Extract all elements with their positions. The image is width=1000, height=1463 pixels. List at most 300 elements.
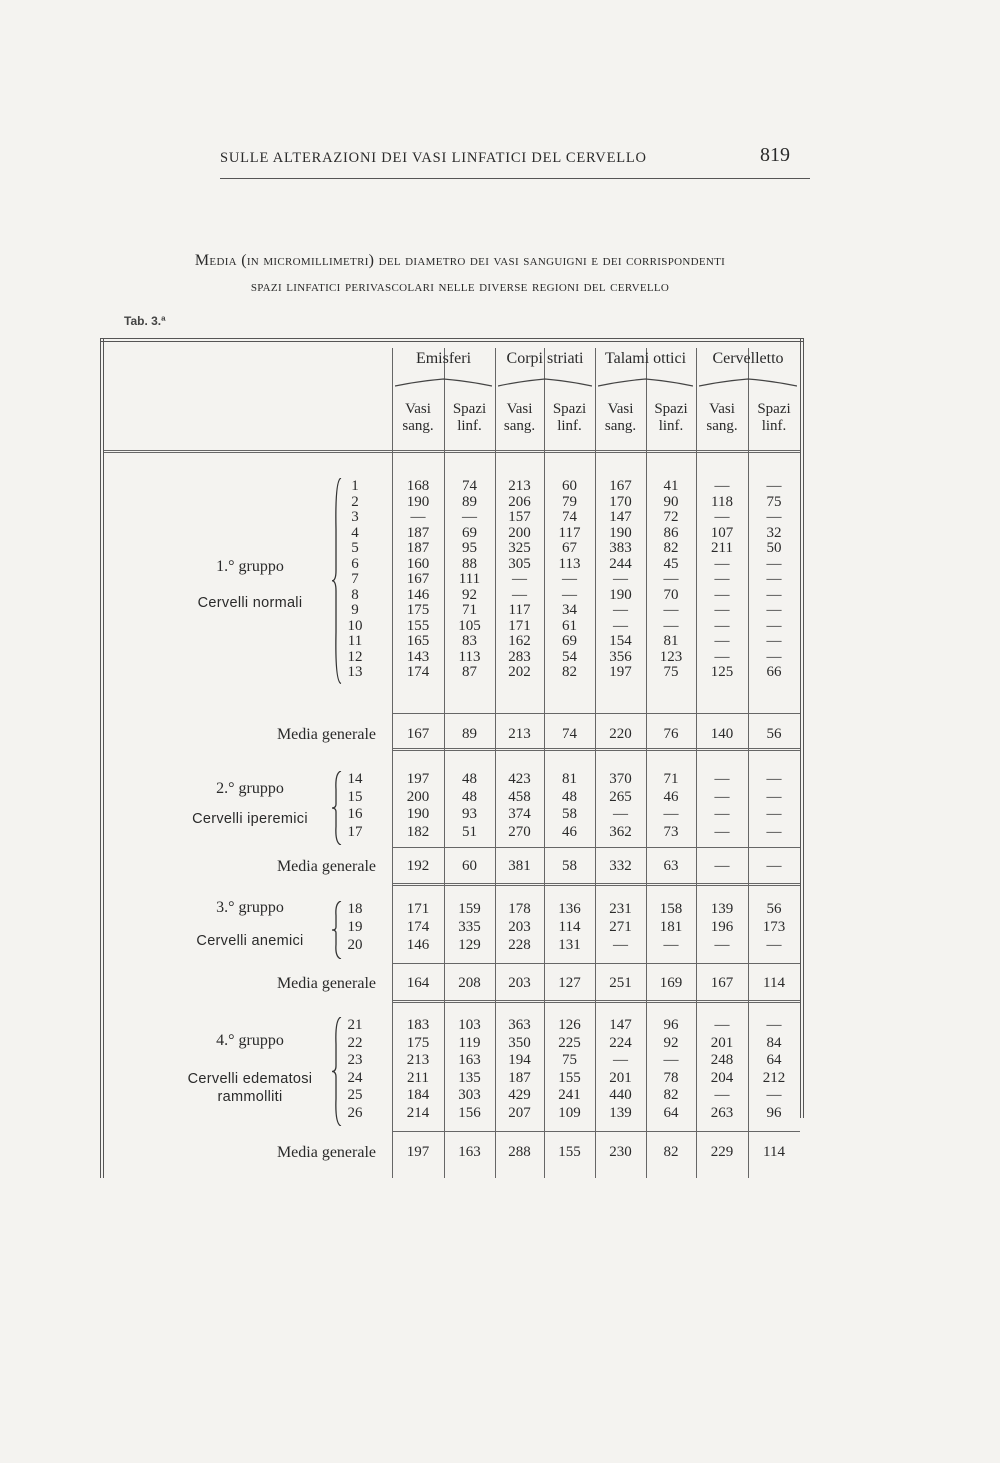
table-cell: 111 [458, 571, 481, 587]
table-cell: 69 [562, 633, 577, 649]
media-cell: 208 [458, 975, 481, 991]
media-cell: 114 [763, 975, 785, 991]
table-cell: 187 [406, 524, 430, 541]
table-cell: 429 [508, 1087, 531, 1103]
table-cell: — [562, 586, 577, 603]
table-cell: — [613, 571, 628, 587]
group-2-media-label: Media generale [276, 858, 376, 875]
media-cell: 332 [609, 858, 632, 874]
row-number: 10 [347, 617, 363, 634]
table-cell: — [663, 602, 679, 618]
table-cell: 66 [766, 664, 782, 680]
table-cell: 370 [609, 771, 632, 787]
table-cell: 165 [406, 633, 430, 649]
table-cell: 335 [458, 919, 481, 935]
table-cell: 201 [710, 1034, 734, 1051]
media-cell: 114 [763, 1144, 785, 1160]
table-cell: 200 [508, 524, 531, 541]
table-cell: 163 [458, 1052, 481, 1068]
row-number: 3 [351, 509, 359, 525]
table-cell: 48 [462, 771, 477, 787]
table-cell: 187 [406, 540, 430, 556]
table-cell: 51 [462, 823, 477, 840]
table-cell: — [663, 937, 679, 953]
table-cell: 190 [406, 806, 430, 822]
column-header-5-top: Vasi [607, 401, 634, 417]
column-header-7-bottom: sang. [706, 418, 738, 434]
table-cell: — [766, 823, 782, 840]
table-cell: — [512, 571, 527, 587]
table-cell: 113 [558, 555, 581, 572]
table-label: Tab. 3.ª [124, 314, 166, 328]
table-cell: 374 [508, 806, 531, 822]
table-cell: — [766, 602, 782, 618]
table-cell: — [663, 806, 679, 822]
table-cell: 64 [663, 1104, 679, 1121]
media-cell: 58 [562, 858, 577, 874]
table-cell: 325 [508, 540, 531, 556]
table-cell: — [714, 771, 730, 787]
table-cell: — [766, 937, 782, 953]
table-cell: 167 [406, 571, 430, 587]
table-cell: 71 [462, 602, 477, 618]
table-cell: 81 [663, 633, 679, 649]
table-cell: 170 [609, 493, 632, 510]
group-1-media-label: Media generale [276, 726, 376, 743]
row-number: 5 [351, 540, 359, 556]
table-cell: 197 [609, 664, 632, 680]
title-line-2: spazi linfatici perivascolari nelle diverse regioni del cervello [250, 278, 670, 295]
row-number: 1 [351, 478, 359, 494]
media-cell: 63 [663, 858, 679, 874]
row-number: 9 [351, 602, 359, 618]
column-header-2-top: Spazi [452, 401, 487, 417]
table-cell: 171 [406, 901, 430, 917]
table-cell: — [714, 602, 730, 618]
table-cell: 196 [710, 919, 734, 935]
table-cell: 48 [462, 788, 477, 805]
table-cell: 211 [711, 540, 733, 556]
media-cell: 163 [458, 1144, 481, 1160]
table-cell: 113 [458, 648, 481, 665]
group-2-title: 2.° gruppo [216, 780, 284, 797]
row-number: 6 [351, 555, 359, 572]
table-cell: — [714, 617, 730, 634]
row-number: 4 [351, 524, 359, 541]
table-cell: 89 [462, 493, 477, 510]
table-grid [100, 338, 804, 1178]
title-line-1: Media (in micromillimetri) del diametro dei vasi sanguigni e dei corrispondenti [194, 252, 726, 269]
region-header-3: Talami ottici [604, 350, 687, 367]
table-cell: — [663, 571, 679, 587]
table-cell: — [714, 633, 730, 649]
table-cell: — [613, 617, 628, 634]
table-cell: — [613, 937, 628, 953]
table-cell: — [462, 509, 477, 525]
table-cell: 356 [609, 648, 632, 665]
table-cell: 69 [462, 524, 477, 541]
table-cell: 201 [609, 1069, 632, 1086]
table-cell: 123 [659, 648, 683, 665]
column-header-6-top: Spazi [654, 401, 688, 417]
table-cell: 41 [663, 478, 679, 494]
group-4-media-label: Media generale [276, 1144, 376, 1161]
media-cell: 192 [406, 858, 430, 874]
table-cell: 48 [562, 788, 577, 805]
table-cell: 92 [663, 1034, 679, 1051]
table-cell: 440 [609, 1087, 632, 1103]
row-number: 8 [351, 586, 359, 603]
header-rule [104, 450, 800, 453]
table-cell: 46 [663, 788, 679, 805]
table-cell: — [613, 806, 628, 822]
media-cell: 381 [508, 858, 531, 874]
table-cell: 82 [663, 540, 679, 556]
row-number: 12 [347, 648, 363, 665]
table-cell: — [714, 1087, 730, 1103]
table-cell: 135 [458, 1069, 481, 1086]
table-cell: 263 [710, 1104, 734, 1121]
table-cell: 182 [406, 823, 430, 840]
data-table [100, 338, 804, 1178]
row-number: 2 [351, 493, 359, 510]
group-2-media-rule [392, 847, 800, 848]
table-cell: — [714, 806, 730, 822]
table-cell: 231 [609, 901, 632, 917]
media-cell: — [714, 858, 730, 874]
row-number: 25 [347, 1087, 363, 1103]
table-cell: 213 [508, 478, 531, 494]
table-cell: 64 [766, 1052, 782, 1068]
table-cell: 175 [406, 1034, 430, 1051]
table-cell: 146 [406, 937, 430, 953]
table-cell: 174 [406, 919, 430, 935]
table-cell: 168 [406, 478, 430, 494]
table-cell: — [766, 478, 782, 494]
table-cell: — [766, 1087, 782, 1103]
table-cell: 147 [609, 509, 632, 525]
table-cell: 190 [609, 586, 632, 603]
table-cell: 60 [562, 478, 577, 494]
table-cell: 67 [562, 540, 577, 556]
table-cell: 117 [558, 524, 581, 541]
row-number: 15 [347, 788, 363, 805]
table-cell: 32 [766, 524, 782, 541]
group-description-line: Cervelli anemici [196, 933, 304, 949]
table-cell: 190 [609, 524, 632, 541]
region-header-4: Cervelletto [712, 350, 784, 367]
table-cell: — [714, 823, 730, 840]
media-cell: 288 [508, 1144, 531, 1160]
table-cell: 95 [462, 540, 477, 556]
table-cell: 117 [508, 602, 531, 618]
table-cell: 83 [462, 633, 477, 649]
table-cell: — [663, 617, 679, 634]
table-cell: 173 [762, 919, 786, 935]
table-cell: 206 [508, 493, 531, 510]
table-cell: 271 [609, 919, 632, 935]
table-cell: 203 [508, 919, 531, 935]
table-cell: 212 [762, 1069, 786, 1086]
table-cell: 118 [711, 493, 733, 510]
table-cell: — [766, 788, 782, 805]
table-cell: 107 [710, 524, 734, 541]
table-cell: 154 [609, 633, 632, 649]
table-cell: 92 [462, 586, 477, 603]
table-cell: 70 [663, 586, 679, 603]
media-cell: 76 [663, 726, 679, 742]
table-cell: 105 [458, 617, 481, 634]
row-number: 17 [347, 823, 363, 840]
column-header-8-top: Spazi [757, 401, 791, 417]
group-description-line: Cervelli edematosi [187, 1071, 313, 1087]
table-cell: — [714, 555, 730, 572]
group-2-end-rule [392, 883, 800, 886]
row-number: 22 [347, 1034, 363, 1051]
table-cell: 147 [609, 1017, 632, 1033]
table-cell: 363 [508, 1017, 531, 1033]
table-cell: — [714, 1017, 730, 1033]
group-2-brace [332, 771, 342, 845]
table-cell: 93 [462, 806, 477, 822]
table-cell: 139 [609, 1104, 632, 1121]
table-cell: 126 [558, 1017, 581, 1033]
table-cell: 50 [766, 540, 782, 556]
header-rule [220, 178, 810, 179]
group-4-brace [332, 1017, 342, 1126]
row-number: 14 [347, 771, 363, 787]
table-cell: 75 [663, 664, 679, 680]
table-cell: 157 [508, 509, 531, 525]
group-3-media-rule [392, 963, 800, 964]
table-cell: 155 [406, 617, 430, 634]
table-cell: 114 [558, 919, 581, 935]
table-cell: — [766, 571, 782, 587]
table-cell: 213 [406, 1052, 430, 1068]
media-cell: 60 [462, 858, 477, 874]
table-cell: 214 [406, 1104, 430, 1121]
table-cell: 90 [663, 493, 679, 510]
region-header-1: Emisferi [415, 350, 472, 367]
table-cell: — [766, 633, 782, 649]
table-cell: — [714, 937, 730, 953]
table-cell: 204 [710, 1069, 734, 1086]
table-cell: — [410, 509, 426, 525]
table-cell: 194 [508, 1052, 531, 1068]
column-header-6-bottom: linf. [658, 418, 684, 434]
table-cell: 159 [458, 901, 481, 917]
media-cell: 127 [558, 975, 581, 991]
media-cell: 167 [406, 726, 430, 742]
table-cell: 174 [406, 664, 430, 680]
group-1-brace [332, 478, 342, 684]
table-cell: 184 [406, 1087, 430, 1103]
table-cell: 74 [562, 509, 577, 525]
table-cell: — [613, 602, 628, 618]
group-1-end-rule [392, 748, 800, 751]
table-cell: 136 [558, 901, 581, 917]
column-header-5-bottom: sang. [604, 418, 637, 434]
table-title [100, 248, 820, 300]
table-cell: 74 [462, 478, 477, 494]
row-number: 16 [347, 806, 363, 822]
table-cell: 86 [663, 524, 679, 541]
table-cell: — [714, 571, 730, 587]
row-number: 20 [347, 937, 363, 953]
table-cell: 54 [562, 648, 577, 665]
table-cell: 190 [406, 493, 430, 510]
table-cell: 87 [462, 664, 477, 680]
table-cell: 56 [766, 901, 782, 917]
media-cell: — [766, 858, 782, 874]
table-cell: 96 [766, 1104, 782, 1121]
table-cell: 45 [663, 555, 679, 572]
media-cell: 155 [558, 1144, 581, 1160]
table-cell: 96 [663, 1017, 679, 1033]
region-brace-2 [498, 378, 592, 388]
table-cell: — [613, 1052, 628, 1068]
group-3-end-rule [392, 1000, 800, 1003]
row-number: 11 [347, 633, 363, 649]
media-cell: 89 [462, 726, 477, 742]
table-cell: 155 [558, 1069, 581, 1086]
table-cell: 305 [508, 555, 531, 572]
table-cell: 88 [462, 555, 477, 572]
group-description-line: rammolliti [217, 1089, 283, 1105]
column-header-8-bottom: linf. [761, 418, 787, 434]
page-number: 819 [760, 144, 790, 166]
column-header-7-top: Vasi [709, 401, 735, 417]
table-cell: 162 [508, 633, 531, 649]
region-brace-4 [699, 378, 797, 388]
table-cell: 187 [508, 1069, 531, 1086]
region-brace-3 [598, 378, 693, 388]
table-cell: 383 [609, 540, 632, 556]
row-number: 18 [347, 901, 363, 917]
table-cell: 248 [710, 1052, 734, 1068]
table-cell: 160 [406, 555, 430, 572]
media-cell: 220 [609, 726, 632, 742]
region-header-2: Corpi striati [506, 350, 584, 367]
group-description-line: Cervelli normali [197, 595, 303, 611]
table-cell: — [766, 771, 782, 787]
table-cell: 81 [562, 771, 577, 787]
table-cell: 103 [458, 1017, 481, 1033]
table-cell: — [663, 1052, 679, 1068]
table-cell: 200 [406, 788, 430, 805]
table-cell: 228 [508, 937, 531, 953]
table-cell: 119 [458, 1034, 481, 1051]
table-cell: — [562, 571, 577, 587]
table-cell: 79 [562, 493, 577, 510]
group-3-brace [332, 901, 342, 959]
table-cell: 139 [710, 901, 734, 917]
table-cell: 82 [562, 664, 577, 680]
table-cell: 129 [458, 937, 481, 953]
table-cell: 362 [609, 823, 632, 840]
row-number: 7 [351, 571, 359, 587]
table-cell: 303 [458, 1087, 481, 1103]
table-cell: 171 [508, 617, 531, 634]
table-cell: 211 [407, 1069, 429, 1086]
table-cell: 207 [508, 1104, 531, 1121]
table-cell: — [512, 586, 527, 603]
column-header-3-top: Vasi [506, 401, 533, 417]
column-header-1-top: Vasi [405, 401, 431, 417]
row-number: 21 [347, 1017, 363, 1033]
table-cell: 46 [562, 823, 577, 840]
table-cell: 283 [508, 648, 531, 665]
media-cell: 203 [508, 975, 531, 991]
row-number: 24 [347, 1069, 363, 1086]
group-description-line: Cervelli iperemici [192, 811, 308, 827]
media-cell: 140 [710, 726, 734, 742]
row-number: 19 [347, 919, 363, 935]
media-cell: 56 [766, 726, 782, 742]
group-4-title: 4.° gruppo [216, 1032, 284, 1049]
table-cell: 131 [558, 937, 581, 953]
table-cell: 75 [562, 1052, 577, 1068]
table-cell: 75 [766, 493, 782, 510]
table-cell: — [766, 586, 782, 603]
region-brace-1 [395, 378, 492, 388]
table-cell: — [766, 555, 782, 572]
group-1-media-rule [392, 713, 800, 714]
media-cell: 74 [562, 726, 577, 742]
table-cell: 61 [562, 617, 577, 634]
table-cell: 34 [562, 602, 577, 618]
table-cell: — [766, 509, 782, 525]
table-cell: 78 [663, 1069, 679, 1086]
table-cell: 183 [406, 1017, 430, 1033]
table-cell: 146 [406, 586, 430, 603]
table-cell: 167 [609, 478, 632, 494]
table-cell: 225 [558, 1034, 581, 1051]
table-cell: 175 [406, 602, 430, 618]
column-header-4-bottom: linf. [557, 418, 582, 434]
table-cell: 350 [508, 1034, 531, 1051]
table-cell: 143 [406, 648, 430, 665]
media-cell: 169 [659, 975, 683, 991]
table-cell: 72 [663, 509, 679, 525]
column-header-4-top: Spazi [552, 401, 587, 417]
table-cell: 224 [609, 1034, 632, 1051]
column-header-3-bottom: sang. [503, 418, 536, 434]
table-cell: — [766, 648, 782, 665]
media-cell: 82 [663, 1144, 679, 1160]
group-3-title: 3.° gruppo [216, 899, 284, 916]
column-header-2-bottom: linf. [457, 418, 482, 434]
table-cell: 265 [609, 788, 632, 805]
row-number: 13 [347, 664, 363, 680]
table-cell: — [766, 617, 782, 634]
group-3-media-label: Media generale [276, 975, 376, 992]
table-cell: — [714, 509, 730, 525]
table-cell: 158 [659, 901, 683, 917]
table-cell: 423 [508, 771, 531, 787]
table-cell: 458 [508, 788, 531, 805]
table-cell: — [714, 478, 730, 494]
running-title: SULLE ALTERAZIONI DEI VASI LINFATICI DEL CERVELLO [220, 150, 647, 166]
media-cell: 251 [609, 975, 632, 991]
table-cell: — [714, 788, 730, 805]
media-cell: 229 [710, 1144, 734, 1160]
table-cell: 156 [458, 1104, 481, 1121]
media-cell: 167 [710, 975, 734, 991]
table-cell: 73 [663, 823, 679, 840]
table-cell: 71 [663, 771, 679, 787]
table-cell: 181 [659, 919, 683, 935]
